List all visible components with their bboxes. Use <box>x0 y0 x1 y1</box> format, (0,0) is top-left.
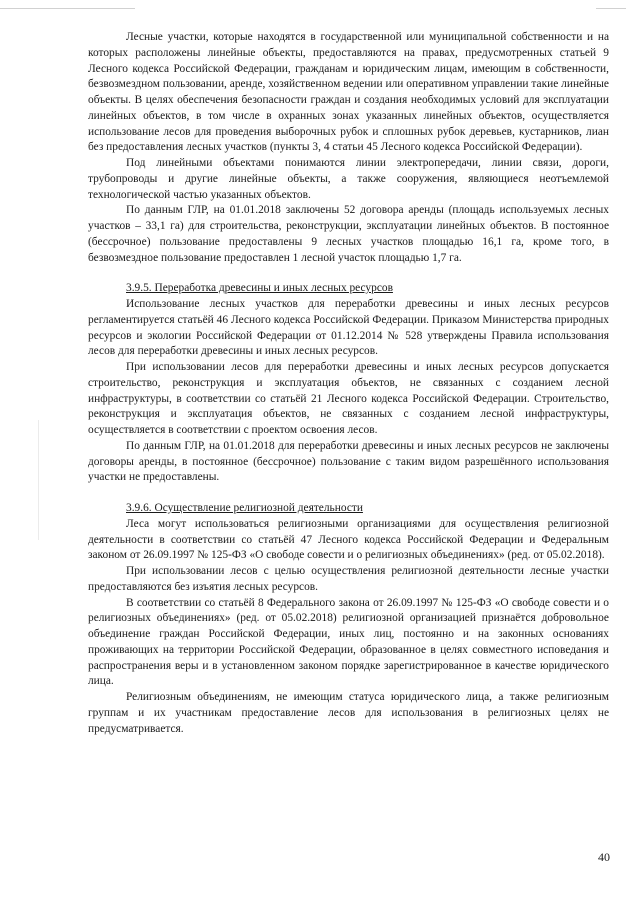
paragraph: По данным ГЛР, на 01.01.2018 для переработки древесины и иных лесных ресурсов не заключены договоры аренды, в постоянное (бессрочное) пользование с таким видом разрешённого использования участки не предоставлены. <box>88 439 609 484</box>
page-number: 40 <box>598 850 610 864</box>
scan-artifact-line <box>38 420 39 540</box>
document-body <box>88 30 609 737</box>
paragraph: В соответствии со статьёй 8 Федерального закона от 26.09.1997 № 125-ФЗ «О свободе совести и о религиозных объединениях» (ред. от 05.02.2018) религиозной организацией признаётся добровольное объединение граждан Российской Федерации, иных лиц, постоянно и на законных основаниях проживающих на территории Российской Федерации, образованное в целях совместного исповедания и распространения веры и в установленном законом порядке зарегистрированное в качестве юридического лица. <box>88 596 609 688</box>
section-heading-395: 3.9.5. Переработка древесины и иных лесных ресурсов <box>126 282 393 295</box>
paragraph: Леса могут использоваться религиозными организациями для осуществления религиозной деятельности в соответствии со статьёй 47 Лесного кодекса Российской Федерации и Федеральным законом от 26.09.1997 № 125-ФЗ «О свободе совести и о религиозных объединениях» (ред. от 05.02.2018). <box>88 517 609 562</box>
paragraph: Использование лесных участков для переработки древесины и иных лесных ресурсов регламентируется статьёй 46 Лесного кодекса Российской Федерации. Приказом Министерства природных ресурсов и экологии Российской Федерации от 01.12.2014 № 528 утверждены Правила использования лесов для переработки древесины и иных лесных ресурсов. <box>88 298 609 358</box>
paragraph: Религиозным объединениям, не имеющим статуса юридического лица, а также религиозным группам и их участникам предоставление лесов для использования в религиозных целях не предусматривается. <box>88 691 609 735</box>
section-395 <box>88 281 609 486</box>
paragraph: При использовании лесов для переработки древесины и иных лесных ресурсов допускается строительство, реконструкция и эксплуатация объектов, не связанных с созданием лесной инфраструктуры, в соответствии со статьёй 21 Лесного кодекса Российской Федерации. Строительство, реконструкция и эксплуатация объектов, не связанных с созданием лесной инфраструктуры, осуществляется в соответствии с проектом освоения лесов. <box>88 361 609 436</box>
section-396 <box>88 501 609 737</box>
scan-artifact-line <box>596 8 626 9</box>
paragraph: Под линейными объектами понимаются линии электропередачи, линии связи, дороги, трубопроводы и другие линейные объекты, а также сооружения, являющиеся неотъемлемой технологической частью указанных объектов. <box>88 157 609 201</box>
paragraph: Лесные участки, которые находятся в государственной или муниципальной собственности и на которых расположены линейные объекты, предоставляются на правах, предусмотренных статьей 9 Лесного кодекса Российской Федерации, гражданам и юридическим лицам, имеющим в собственности, безвозмездном пользовании, аренде, хозяйственном ведении или оперативном управлении такие линейные объекты. В целях обеспечения безопасности граждан и создания необходимых условий для эксплуатации линейных объектов, в том числе в охранных зонах указанных линейных объектов, осуществляется использование лесов для проведения выборочных рубок и сплошных рубок деревьев, кустарников, лиан без предоставления лесных участков (пункты 3, 4 статьи 45 Лесного кодекса Российской Федерации). <box>88 31 609 154</box>
section-forest-plots <box>88 30 609 266</box>
paragraph: При использовании лесов с целью осуществления религиозной деятельности лесные участки предоставляются без изъятия лесных ресурсов. <box>88 565 609 593</box>
scan-artifact-line <box>0 8 135 9</box>
section-heading-396: 3.9.6. Осуществление религиозной деятельности <box>126 502 363 514</box>
paragraph: По данным ГЛР, на 01.01.2018 заключены 52 договора аренды (площадь используемых лесных участков – 33,1 га) для строительства, реконструкции, эксплуатации линейных объектов. В постоянное (бессрочное) пользование предоставлены 9 лесных участков площадью 16,1 га, кроме того, в безвозмездное пользование предоставлен 1 лесной участок площадью 1,7 га. <box>88 204 609 264</box>
